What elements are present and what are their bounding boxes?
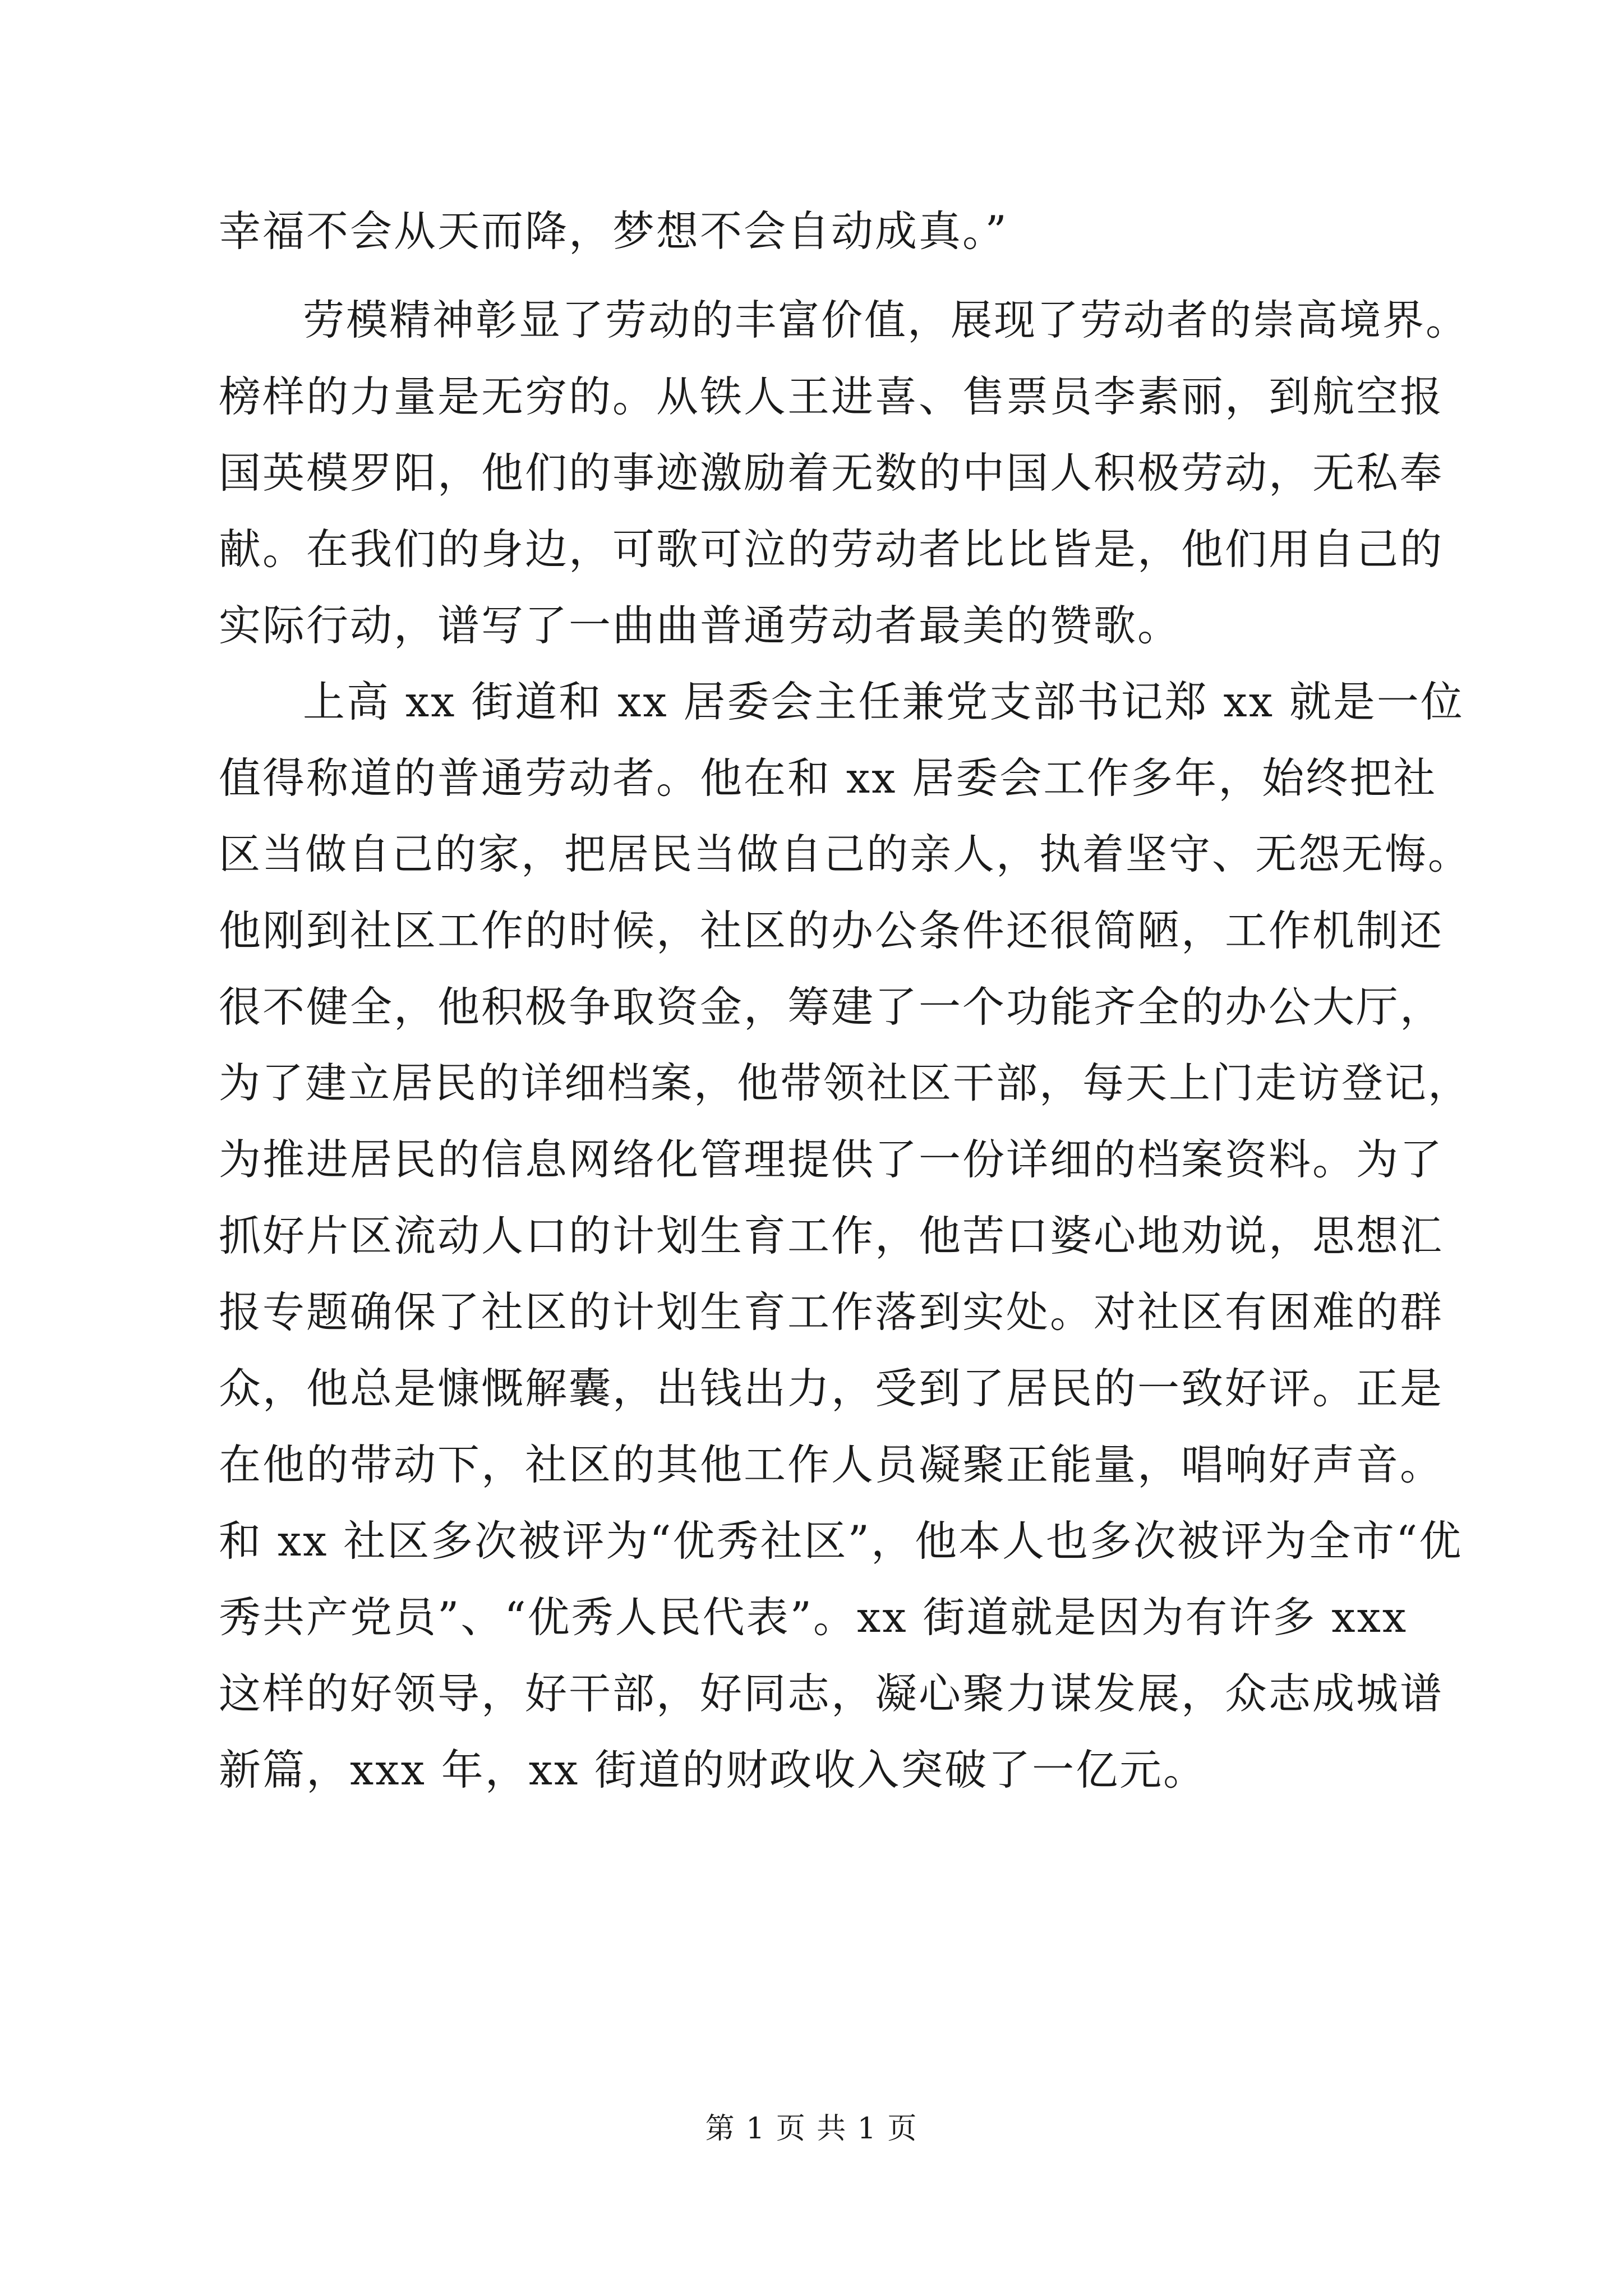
- text-line: 幸福不会从天而降，梦想不会自动成真。”: [219, 206, 1008, 256]
- text-line: 和 xx 社区多次被评为“优秀社区”，他本人也多次被评为全市“优: [219, 1516, 1463, 1566]
- text-line: 实际行动，谱写了一曲曲普通劳动者最美的赞歌。: [219, 601, 1182, 650]
- text-line: 抓好片区流动人口的计划生育工作，他苦口婆心地劝说，思想汇: [219, 1211, 1444, 1260]
- text-line: 众，他总是慷慨解囊，出钱出力，受到了居民的一致好评。正是: [219, 1364, 1444, 1413]
- text-line: 很不健全，他积极争取资金，筹建了一个功能齐全的办公大厅，: [219, 982, 1444, 1032]
- text-line: 为了建立居民的详细档案，他带领社区干部，每天上门走访登记，: [219, 1059, 1471, 1107]
- paragraph-first-line: 劳模精神彰显了劳动的丰富价值，展现了劳动者的崇高境界。: [303, 296, 1469, 344]
- text-line: 区当做自己的家，把居民当做自己的亲人，执着坚守、无怨无悔。: [219, 830, 1471, 878]
- text-line: 献。在我们的身边，可歌可泣的劳动者比比皆是，他们用自己的: [219, 524, 1444, 574]
- text-line: 报专题确保了社区的计划生育工作落到实处。对社区有困难的群: [219, 1287, 1444, 1337]
- text-line: 他刚到社区工作的时候，社区的办公条件还很简陋，工作机制还: [219, 906, 1444, 955]
- text-line: 值得称道的普通劳动者。他在和 xx 居委会工作多年，始终把社: [219, 753, 1437, 803]
- text-line: 为推进居民的信息网络化管理提供了一份详细的档案资料。为了: [219, 1135, 1444, 1184]
- text-line: 这样的好领导，好干部，好同志，凝心聚力谋发展，众志成城谱: [219, 1669, 1444, 1718]
- text-line: 榜样的力量是无穷的。从铁人王进喜、售票员李素丽，到航空报: [219, 372, 1444, 421]
- text-line: 在他的带动下，社区的其他工作人员凝聚正能量，唱响好声音。: [219, 1440, 1444, 1489]
- paragraph-first-line: 上高 xx 街道和 xx 居委会主任兼党支部书记郑 xx 就是一位: [303, 677, 1464, 726]
- text-line: 新篇，xxx 年，xx 街道的财政收入突破了一亿元。: [219, 1745, 1207, 1795]
- page-number-footer: 第 1 页 共 1 页: [705, 2112, 918, 2146]
- text-line: 国英模罗阳，他们的事迹激励着无数的中国人积极劳动，无私奉: [219, 448, 1444, 498]
- text-line: 秀共产党员”、“优秀人民代表”。xx 街道就是因为有许多 xxx: [219, 1593, 1408, 1642]
